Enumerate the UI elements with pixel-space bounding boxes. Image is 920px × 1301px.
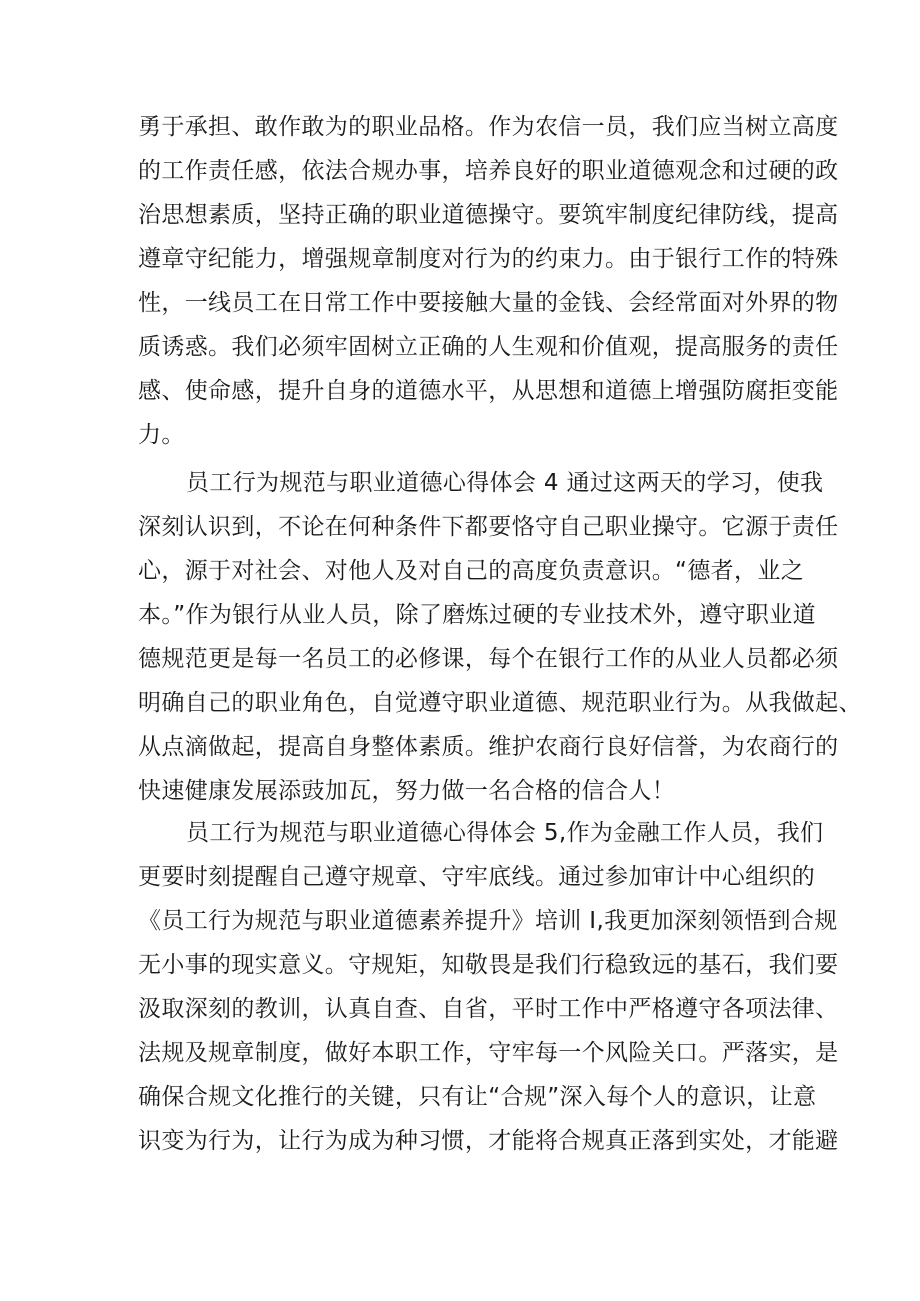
paragraph-line: 力。 (138, 422, 185, 448)
paragraph-line: 法规及规章制度，做好本职工作，守牢每一个风险关口。严落实，是 (138, 1040, 839, 1066)
paragraph-line: 本。”作为银行从业人员，除了磨炼过硬的专业技术外，遵守职业道 (138, 602, 816, 628)
paragraph-line: 的工作责任感，依法合规办事，培养良好的职业道德观念和过硬的政 (138, 158, 839, 184)
paragraph-line: 确保合规文化推行的关键，只有让“合规”深入每个人的意识，让意 (138, 1084, 817, 1110)
paragraph-line: 无小事的现实意义。守规矩，知敬畏是我们行稳致远的基石，我们要 (138, 952, 839, 978)
paragraph-line: 从点滴做起，提高自身整体素质。维护农商行良好信誉，为农商行的 (138, 734, 839, 760)
paragraph-line: 勇于承担、敢作敢为的职业品格。作为农信一员，我们应当树立高度 (138, 114, 839, 140)
paragraph-line: 更要时刻提醒自己遵守规章、守牢底线。通过参加审计中心组织的 (138, 864, 816, 890)
paragraph-line: 深刻认识到，不论在何种条件下都要恪守自己职业操守。它源于责任 (138, 514, 839, 540)
paragraph-line: 德规范更是每一名员工的必修课，每个在银行工作的从业人员都必须 (138, 646, 839, 672)
paragraph-first-line: 员工行为规范与职业道德心得体会 5,作为金融工作人员，我们 (186, 820, 824, 846)
paragraph-first-line: 员工行为规范与职业道德心得体会 4 通过这两天的学习，使我 (186, 470, 824, 496)
paragraph-line: 感、使命感，提升自身的道德水平，从思想和道德上增强防腐拒变能 (138, 378, 839, 404)
paragraph-line: 《员工行为规范与职业道德素养提升》培训 I,我更加深刻领悟到合规 (138, 908, 838, 934)
paragraph-line: 质诱惑。我们必须牢固树立正确的人生观和价值观，提高服务的责任 (138, 334, 839, 360)
paragraph-line: 治思想素质，坚持正确的职业道德操守。要筑牢制度纪律防线，提高 (138, 202, 839, 228)
paragraph-line: 明确自己的职业角色，自觉遵守职业道德、规范职业行为。从我做起、 (138, 690, 862, 716)
paragraph-line: 遵章守纪能力，增强规章制度对行为的约束力。由于银行工作的特殊 (138, 246, 839, 272)
paragraph-line: 性，一线员工在日常工作中要接触大量的金钱、会经常面对外界的物 (138, 290, 839, 316)
paragraph-line: 心，源于对社会、对他人及对自己的高度负责意识。“德者，业之 (138, 558, 805, 584)
paragraph-line: 汲取深刻的教训，认真自查、自省，平时工作中严格遵守各项法律、 (138, 996, 839, 1022)
paragraph-line: 快速健康发展添豉加瓦，努力做一名合格的信合人！ (138, 778, 676, 804)
paragraph-line: 识变为行为，让行为成为种习惯，才能将合规真正落到实处，才能避 (138, 1128, 839, 1154)
